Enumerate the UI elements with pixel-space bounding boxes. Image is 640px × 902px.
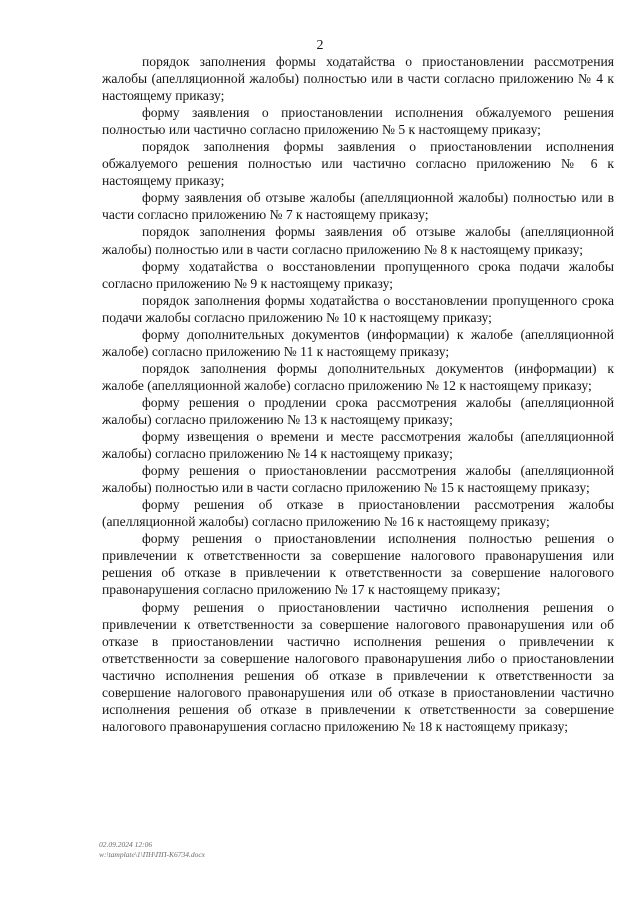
paragraph: форму решения об отказе в приостановлении рассмотрения жалобы (апелляционной жалобы) согласно приложению № 16 к настоящему приказу; <box>102 497 614 530</box>
paragraph: форму решения о приостановлении частично исполнения решения о привлечении к ответственности за совершение налогового правонарушения или об отказе в приостановлении частично исполнения решения о привлечении к ответственности за совершение налогового правонарушения либо о приостановлении частично исполнения решения об отказе в привлечении к ответственности за совершение налогового правонарушения или об отказе в приостановлении частично исполнения решения об отказе в привлечении к ответственности за совершение налогового правонарушения согласно приложению № 18 к настоящему приказу; <box>102 599 614 734</box>
page-number: 2 <box>316 38 324 53</box>
paragraph: форму заявления об отзыве жалобы (апелляционной жалобы) полностью или в части согласно приложению № 7 к настоящему приказу; <box>102 190 614 223</box>
paragraph: форму решения о приостановлении исполнения полностью решения о привлечении к ответственности за совершение налогового правонарушения или решения об отказе в привлечении к ответственности за совершение налогового правонарушения согласно приложению № 17 к настоящему приказу; <box>102 531 614 598</box>
document-footer <box>99 840 205 859</box>
document-body <box>102 53 614 735</box>
paragraph: форму извещения о времени и месте рассмотрения жалобы (апелляционной жалобы) согласно приложению № 14 к настоящему приказу; <box>102 429 614 462</box>
paragraph: порядок заполнения формы заявления об отзыве жалобы (апелляционной жалобы) полностью или в части согласно приложению № 8 к настоящему приказу; <box>102 224 614 257</box>
paragraph: порядок заполнения формы заявления о приостановлении исполнения обжалуемого решения полностью или частично согласно приложению № 6 к настоящему приказу; <box>102 139 614 189</box>
paragraph: форму дополнительных документов (информации) к жалобе (апелляционной жалобе) согласно приложению № 11 к настоящему приказу; <box>102 326 614 359</box>
paragraph: форму решения о продлении срока рассмотрения жалобы (апелляционной жалобы) согласно приложению № 13 к настоящему приказу; <box>102 394 614 427</box>
paragraph: форму заявления о приостановлении исполнения обжалуемого решения полностью или частично согласно приложению № 5 к настоящему приказу; <box>102 105 614 138</box>
footer-file-path: w:\tamplate\1\ПН\ПП-К6734.docx <box>99 849 206 859</box>
paragraph: форму решения о приостановлении рассмотрения жалобы (апелляционной жалобы) полностью или в части согласно приложению № 15 к настоящему приказу; <box>102 463 614 496</box>
paragraph: форму ходатайства о восстановлении пропущенного срока подачи жалобы согласно приложению № 9 к настоящему приказу; <box>102 258 614 291</box>
paragraph: порядок заполнения формы ходатайства о приостановлении рассмотрения жалобы (апелляционной жалобы) полностью или в части согласно приложению № 4 к настоящему приказу; <box>102 54 614 104</box>
paragraph: порядок заполнения формы дополнительных документов (информации) к жалобе (апелляционной жалобе) согласно приложению № 12 к настоящему приказу; <box>102 360 614 393</box>
paragraph: порядок заполнения формы ходатайства о восстановлении пропущенного срока подачи жалобы согласно приложению № 10 к настоящему приказу; <box>102 292 614 325</box>
footer-date: 02.09.2024 12:06 <box>99 840 153 849</box>
